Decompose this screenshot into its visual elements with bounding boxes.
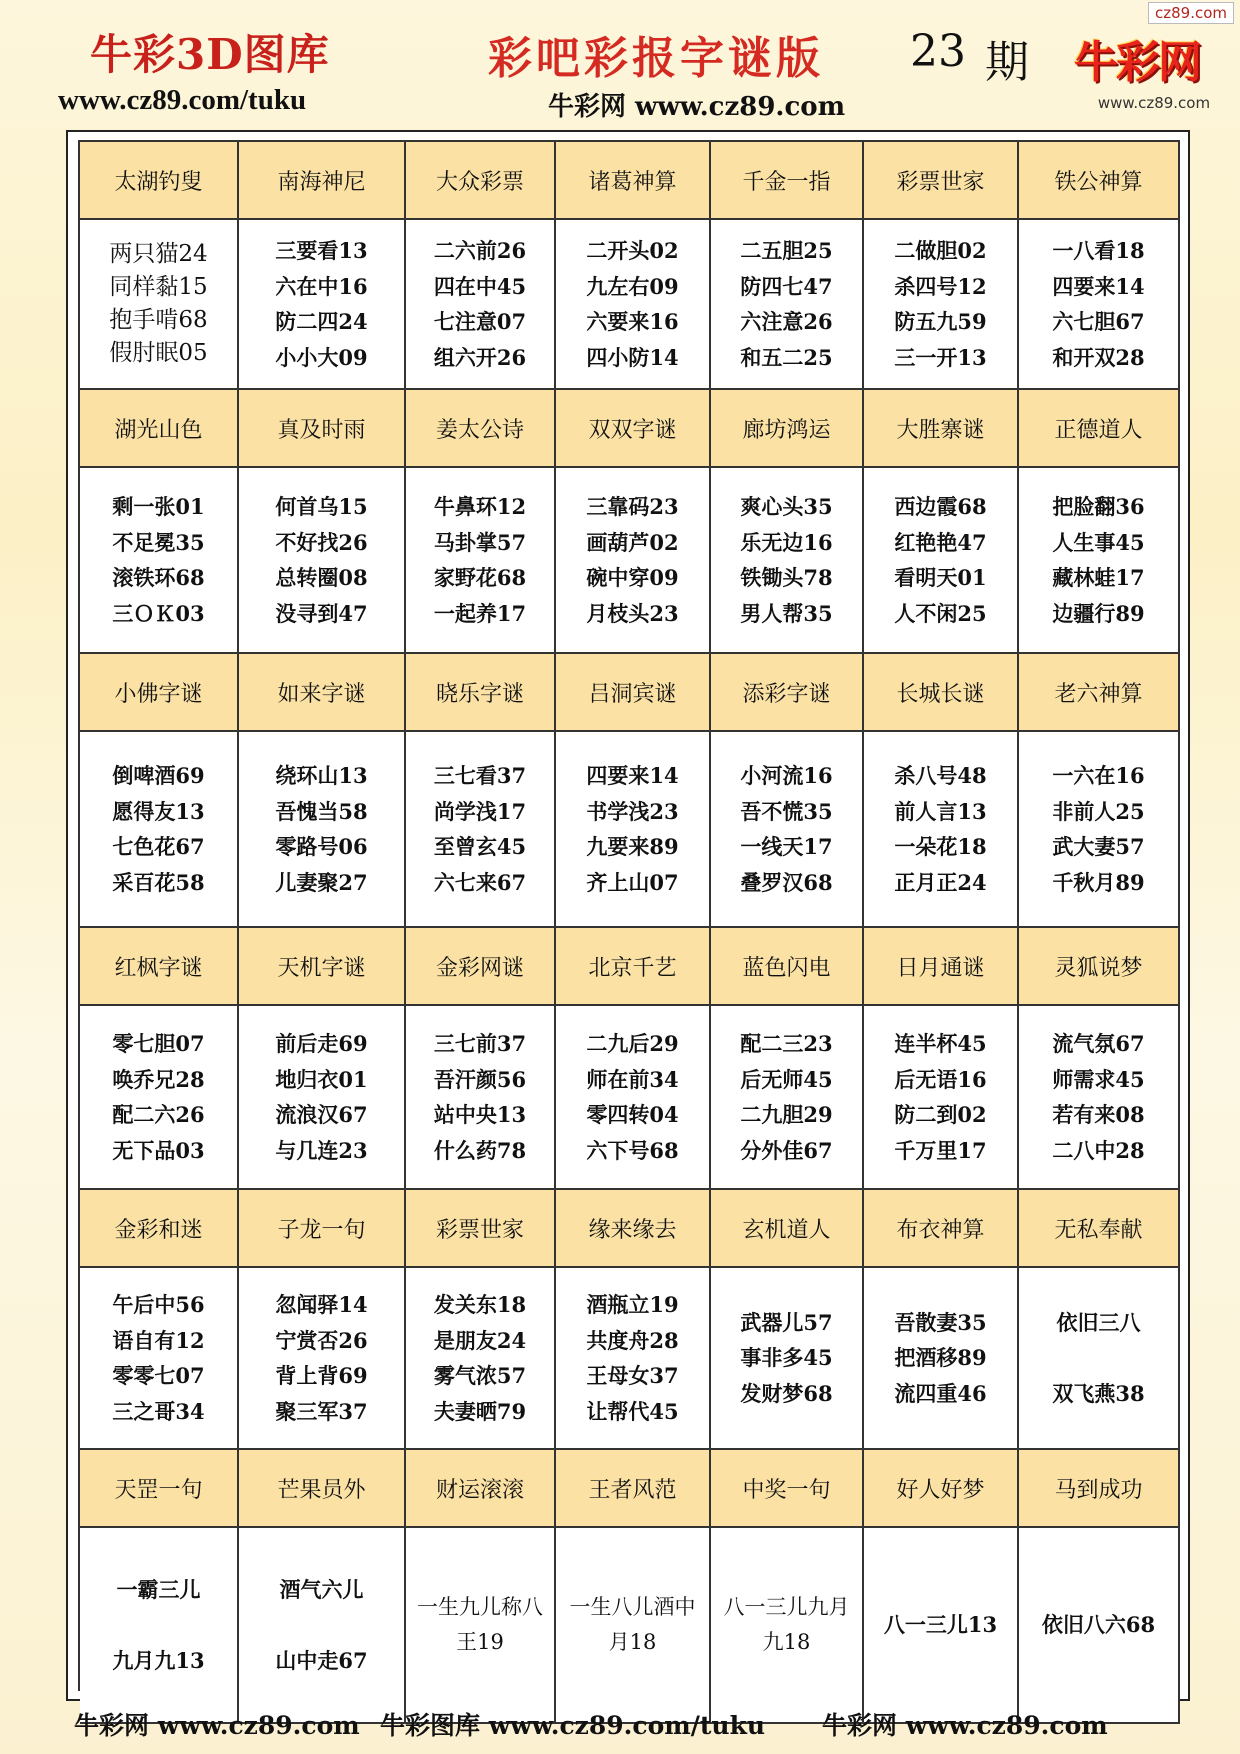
- riddle-cell: [711, 1528, 864, 1724]
- riddle-line: 正月正24: [894, 869, 987, 895]
- column-header: [864, 928, 1019, 1006]
- riddle-line: 分外佳67: [740, 1137, 833, 1163]
- riddle-line: 流气氛67: [1052, 1031, 1145, 1056]
- riddle-line: 一生九儿称八王19: [417, 1594, 543, 1654]
- footer-link-3[interactable]: 牛彩网 www.cz89.com: [822, 1711, 1108, 1740]
- riddle-line: 零四转04: [586, 1102, 679, 1127]
- column-header: [864, 390, 1019, 468]
- riddle-cell: [1019, 732, 1180, 928]
- riddle-line: 七注意07: [433, 309, 527, 334]
- riddle-line: 配二六26: [112, 1102, 205, 1127]
- riddle-line: 四小防14: [586, 344, 679, 370]
- riddle-line: 吾愧当58: [275, 798, 368, 824]
- riddle-line: 酒瓶立19: [586, 1292, 679, 1317]
- riddle-line: 小河流16: [740, 763, 833, 788]
- riddle-line: 九月九13: [112, 1647, 205, 1673]
- logo-text: 牛彩网: [1074, 37, 1200, 88]
- column-header-label: 彩票世家: [896, 169, 985, 195]
- column-header-label: 如来字谜: [277, 681, 366, 707]
- riddle-line: 边疆行89: [1052, 600, 1145, 626]
- riddle-line: 看明天01: [894, 565, 987, 590]
- riddle-line: 小小大09: [275, 344, 368, 370]
- column-header-label: 湖光山色: [114, 417, 203, 443]
- riddle-line: 四在中45: [433, 273, 527, 299]
- riddle-line: 山中走67: [275, 1647, 368, 1673]
- riddle-grid: [78, 140, 1180, 1691]
- riddle-cell: [406, 220, 556, 390]
- column-header: [406, 928, 556, 1006]
- riddle-line: 马卦掌57: [433, 529, 527, 555]
- column-header: [1019, 142, 1180, 220]
- column-header: [80, 928, 239, 1006]
- riddle-line: 假肘眠05: [109, 340, 208, 366]
- riddle-cell: [406, 1268, 556, 1450]
- column-header: [80, 390, 239, 468]
- riddle-line: 吾散妻35: [894, 1309, 987, 1335]
- riddle-line: 三之哥34: [112, 1398, 205, 1424]
- column-header-label: 大胜寨谜: [896, 417, 985, 443]
- riddle-cell: [80, 468, 239, 654]
- riddle-cell: [556, 468, 711, 654]
- riddle-line: 六在中16: [275, 273, 368, 299]
- riddle-line: 三靠码23: [586, 494, 679, 519]
- column-header-label: 晓乐字谜: [435, 681, 524, 707]
- column-header-label: 铁公神算: [1054, 169, 1143, 195]
- riddle-line: 尚学浅17: [433, 798, 527, 824]
- column-header-label: 玄机道人: [742, 1217, 831, 1243]
- riddle-cell: [239, 468, 406, 654]
- riddle-line: 二做胆02: [894, 238, 987, 263]
- riddle-cell: [711, 468, 864, 654]
- riddle-line: 前人言13: [894, 798, 987, 824]
- page-title: 彩吧彩报字谜版: [488, 33, 824, 84]
- riddle-line: 西边霞68: [894, 494, 987, 519]
- column-header-label: 姜太公诗: [435, 417, 524, 443]
- riddle-line: 流四重46: [894, 1380, 987, 1406]
- riddle-line: 八一三儿13: [883, 1612, 998, 1638]
- riddle-cell: [406, 1528, 556, 1724]
- column-header: [556, 654, 711, 732]
- riddle-line: 是朋友24: [433, 1327, 527, 1353]
- column-header-label: 缘来缘去: [588, 1217, 677, 1243]
- riddle-line: 九要来89: [586, 834, 679, 859]
- riddle-line: 二六前26: [433, 238, 527, 263]
- riddle-cell: [80, 1006, 239, 1190]
- column-header: [556, 390, 711, 468]
- column-header: [406, 390, 556, 468]
- riddle-line: 一霸三儿: [116, 1577, 201, 1602]
- column-header-label: 真及时雨: [277, 417, 366, 443]
- column-header: [80, 1190, 239, 1268]
- riddle-line: 把脸翻36: [1052, 494, 1145, 519]
- riddle-line: 地归衣01: [275, 1066, 368, 1092]
- column-header: [1019, 390, 1180, 468]
- riddle-line: 月枝头23: [586, 600, 679, 626]
- column-header-label: 小佛字谜: [114, 681, 203, 707]
- column-header-label: 南海神尼: [277, 169, 366, 195]
- column-header: [80, 142, 239, 220]
- corner-url-badge: cz89.com: [1148, 2, 1234, 24]
- riddle-line: 六七来67: [433, 869, 527, 895]
- riddle-line: 齐上山07: [586, 869, 679, 895]
- riddle-cell: [1019, 220, 1180, 390]
- riddle-line: 后无语16: [894, 1066, 987, 1092]
- riddle-line: 吾不慌35: [740, 798, 833, 824]
- column-header-label: 廊坊鸿运: [742, 417, 831, 443]
- riddle-cell: [80, 220, 239, 390]
- riddle-line: 愿得友13: [112, 798, 205, 824]
- column-header-label: 千金一指: [742, 169, 831, 195]
- riddle-cell: [239, 732, 406, 928]
- column-header-label: 老六神算: [1054, 681, 1143, 707]
- column-header: [406, 654, 556, 732]
- riddle-line: 爽心头35: [740, 494, 833, 519]
- riddle-line: 前后走69: [275, 1031, 368, 1056]
- column-header: [239, 928, 406, 1006]
- riddle-table: [66, 130, 1190, 1701]
- brand-logo: [1062, 18, 1212, 118]
- riddle-line: 杀四号12: [894, 273, 987, 299]
- riddle-cell: [556, 220, 711, 390]
- column-header: [239, 1190, 406, 1268]
- riddle-cell: [406, 1006, 556, 1190]
- riddle-cell: [1019, 1006, 1180, 1190]
- column-header: [556, 1190, 711, 1268]
- column-header: [239, 142, 406, 220]
- riddle-line: 防二到02: [894, 1102, 987, 1127]
- riddle-line: 三ＯＫ03: [112, 600, 205, 626]
- riddle-line: 若有来08: [1052, 1102, 1145, 1127]
- riddle-line: 防二四24: [275, 309, 368, 334]
- riddle-line: 千万里17: [894, 1137, 987, 1163]
- riddle-cell: [1019, 1268, 1180, 1450]
- riddle-line: 和开双28: [1052, 344, 1145, 370]
- column-header-label: 大众彩票: [435, 169, 524, 195]
- riddle-line: 连半杯45: [894, 1031, 987, 1056]
- riddle-line: 书学浅23: [586, 798, 679, 824]
- riddle-line: 至曾玄45: [433, 834, 527, 859]
- riddle-line: 何首乌15: [275, 494, 368, 519]
- site-title: 牛彩3D图库: [90, 30, 330, 79]
- riddle-line: 男人帮35: [740, 600, 833, 626]
- column-header: [711, 1450, 864, 1528]
- column-header-label: 吕洞宾谜: [588, 681, 677, 707]
- column-header: [80, 1450, 239, 1528]
- column-header-label: 北京千艺: [588, 955, 677, 981]
- riddle-line: 千秋月89: [1052, 869, 1145, 895]
- riddle-line: 唤乔兄28: [112, 1066, 205, 1092]
- column-header-label: 太湖钓叟: [114, 169, 203, 195]
- riddle-line: 同样黏15: [109, 274, 208, 300]
- riddle-line: 零零七07: [112, 1363, 205, 1388]
- column-header: [864, 654, 1019, 732]
- riddle-cell: [406, 732, 556, 928]
- riddle-line: 倒啤酒69: [112, 763, 205, 788]
- footer: [0, 1706, 1240, 1746]
- riddle-cell: [864, 1006, 1019, 1190]
- column-header-label: 好人好梦: [896, 1477, 985, 1503]
- column-header-label: 子龙一句: [277, 1217, 366, 1243]
- riddle-cell: [1019, 468, 1180, 654]
- riddle-line: 一线天17: [740, 834, 833, 859]
- column-header-label: 添彩字谜: [742, 681, 831, 707]
- riddle-line: 乐无边16: [740, 529, 833, 555]
- column-header-label: 财运滚滚: [435, 1477, 524, 1503]
- riddle-cell: [864, 468, 1019, 654]
- riddle-cell: [711, 220, 864, 390]
- riddle-line: 二五胆25: [740, 238, 833, 263]
- riddle-cell: [864, 1528, 1019, 1724]
- column-header-label: 灵狐说梦: [1054, 955, 1143, 981]
- riddle-line: 剩一张01: [112, 494, 205, 519]
- riddle-line: 六注意26: [740, 309, 833, 334]
- riddle-line: 三要看13: [275, 238, 368, 263]
- riddle-line: 没寻到47: [275, 600, 368, 626]
- riddle-line: 忽闻驿14: [275, 1292, 368, 1317]
- riddle-line: 师需求45: [1052, 1066, 1145, 1092]
- riddle-cell: [556, 1006, 711, 1190]
- issue-number: 23: [910, 26, 966, 77]
- column-header-label: 无私奉献: [1054, 1217, 1143, 1243]
- riddle-line: 绕环山13: [275, 763, 368, 788]
- column-header: [406, 1190, 556, 1268]
- column-header-label: 王者风范: [588, 1477, 677, 1503]
- column-header: [239, 1450, 406, 1528]
- riddle-line: 二八中28: [1052, 1137, 1145, 1163]
- riddle-line: 牛鼻环12: [433, 494, 527, 519]
- riddle-line: 背上背69: [275, 1363, 368, 1388]
- riddle-line: 一八看18: [1052, 238, 1145, 263]
- riddle-line: 非前人25: [1052, 798, 1145, 824]
- riddle-cell: [556, 1528, 711, 1724]
- riddle-line: 抱手啃68: [109, 307, 208, 333]
- riddle-line: 双飞燕38: [1052, 1380, 1145, 1406]
- riddle-line: 共度舟28: [586, 1327, 679, 1353]
- column-header: [864, 1190, 1019, 1268]
- riddle-line: 叠罗汉68: [740, 869, 833, 895]
- riddle-cell: [711, 1006, 864, 1190]
- riddle-line: 依旧八六68: [1041, 1612, 1156, 1638]
- column-header-label: 金彩网谜: [435, 955, 524, 981]
- riddle-line: 站中央13: [433, 1102, 527, 1127]
- column-header: [864, 1450, 1019, 1528]
- column-header: [406, 142, 556, 220]
- riddle-line: 不足冕35: [112, 529, 205, 555]
- riddle-line: 三一开13: [894, 344, 987, 370]
- riddle-line: 杀八号48: [894, 763, 987, 788]
- riddle-cell: [406, 468, 556, 654]
- riddle-line: 组六开26: [433, 344, 527, 370]
- riddle-cell: [864, 732, 1019, 928]
- riddle-line: 六下号68: [586, 1137, 679, 1163]
- riddle-line: 红艳艳47: [894, 529, 987, 555]
- column-header-label: 红枫字谜: [114, 955, 203, 981]
- column-header: [1019, 654, 1180, 732]
- riddle-line: 事非多45: [740, 1345, 833, 1371]
- riddle-line: 无下品03: [112, 1137, 205, 1163]
- footer-link-1[interactable]: 牛彩网 www.cz89.com: [74, 1711, 360, 1740]
- riddle-line: 儿妻聚27: [275, 869, 368, 895]
- riddle-line: 武器儿57: [740, 1309, 833, 1335]
- column-header: [556, 142, 711, 220]
- riddle-cell: [864, 1268, 1019, 1450]
- column-header-label: 天机字谜: [277, 955, 366, 981]
- column-header: [80, 654, 239, 732]
- riddle-line: 武大妻57: [1052, 834, 1145, 859]
- riddle-line: 采百花58: [112, 869, 205, 895]
- column-header: [711, 390, 864, 468]
- column-header-label: 天罡一句: [114, 1477, 203, 1503]
- riddle-line: 配二三23: [740, 1031, 833, 1056]
- riddle-line: 三七看37: [433, 763, 527, 788]
- riddle-line: 二九胆29: [740, 1102, 833, 1127]
- riddle-line: 午后中56: [112, 1292, 205, 1317]
- riddle-cell: [711, 1268, 864, 1450]
- column-header-label: 金彩和迷: [114, 1217, 203, 1243]
- riddle-line: 四要来14: [586, 763, 679, 788]
- riddle-line: 八一三儿九月九18: [723, 1594, 850, 1654]
- riddle-line: 六要来16: [586, 309, 679, 334]
- riddle-line: 聚三军37: [275, 1398, 368, 1424]
- column-header-label: 芒果员外: [277, 1477, 366, 1503]
- column-header: [711, 142, 864, 220]
- riddle-line: 两只猫24: [109, 241, 208, 267]
- riddle-line: 流浪汉67: [275, 1102, 368, 1127]
- riddle-line: 一起养17: [433, 600, 527, 626]
- riddle-line: 一朵花18: [894, 834, 987, 859]
- riddle-line: 吾汗颜56: [433, 1066, 527, 1092]
- riddle-line: 人生事45: [1052, 529, 1145, 555]
- column-header: [1019, 1190, 1180, 1268]
- header-url[interactable]: 牛彩网 www.cz89.com: [548, 92, 846, 122]
- riddle-line: 和五二25: [740, 344, 833, 370]
- riddle-line: 零七胆07: [112, 1031, 205, 1056]
- column-header-label: 双双字谜: [588, 417, 677, 443]
- site-url[interactable]: www.cz89.com/tuku: [58, 84, 307, 116]
- riddle-line: 依旧三八: [1056, 1310, 1141, 1335]
- riddle-line: 家野花68: [433, 565, 527, 590]
- column-header: [1019, 928, 1180, 1006]
- column-header: [1019, 1450, 1180, 1528]
- riddle-line: 总转圈08: [275, 565, 368, 590]
- riddle-line: 三七前37: [433, 1031, 527, 1056]
- riddle-line: 七色花67: [112, 834, 205, 859]
- column-header: [239, 654, 406, 732]
- column-header-label: 马到成功: [1054, 1477, 1143, 1503]
- column-header-label: 诸葛神算: [588, 169, 677, 195]
- column-header: [239, 390, 406, 468]
- riddle-cell: [556, 732, 711, 928]
- riddle-line: 发关东18: [433, 1292, 527, 1317]
- riddle-line: 碗中穿09: [586, 565, 679, 590]
- riddle-cell: [239, 1528, 406, 1724]
- riddle-line: 零路号06: [275, 834, 368, 859]
- riddle-line: 二开头02: [586, 238, 679, 263]
- riddle-line: 师在前34: [586, 1066, 679, 1092]
- riddle-line: 让帮代45: [586, 1398, 679, 1424]
- riddle-line: 六七胆67: [1052, 309, 1145, 334]
- column-header: [406, 1450, 556, 1528]
- riddle-cell: [80, 1528, 239, 1724]
- column-header-label: 长城长谜: [896, 681, 985, 707]
- riddle-line: 四要来14: [1052, 273, 1145, 299]
- riddle-line: 后无师45: [740, 1066, 833, 1092]
- riddle-line: 防五九59: [894, 309, 987, 334]
- riddle-cell: [80, 1268, 239, 1450]
- riddle-cell: [864, 220, 1019, 390]
- column-header: [711, 928, 864, 1006]
- column-header: [556, 1450, 711, 1528]
- riddle-line: 铁锄头78: [740, 565, 833, 590]
- riddle-line: 一生八儿酒中月18: [569, 1594, 696, 1654]
- footer-link-2[interactable]: 牛彩图库 www.cz89.com/tuku: [380, 1711, 766, 1740]
- riddle-line: 与几连23: [275, 1137, 368, 1163]
- logo-url: www.cz89.com: [1097, 94, 1211, 112]
- riddle-line: 防四七47: [740, 273, 833, 299]
- column-header: [711, 1190, 864, 1268]
- riddle-cell: [239, 1006, 406, 1190]
- riddle-line: 一六在16: [1052, 763, 1145, 788]
- column-header-label: 中奖一句: [742, 1477, 831, 1503]
- riddle-line: 宁赏否26: [275, 1327, 368, 1353]
- column-header: [711, 654, 864, 732]
- column-header-label: 正德道人: [1054, 417, 1143, 443]
- riddle-line: 语自有12: [112, 1327, 205, 1353]
- riddle-cell: [80, 732, 239, 928]
- issue-unit: 期: [985, 37, 1029, 88]
- column-header-label: 彩票世家: [435, 1217, 524, 1243]
- riddle-line: 藏林蛙17: [1052, 565, 1145, 590]
- column-header-label: 日月通谜: [896, 955, 985, 981]
- riddle-line: 酒气六儿: [279, 1577, 364, 1602]
- riddle-line: 画葫芦02: [586, 529, 679, 555]
- column-header: [864, 142, 1019, 220]
- riddle-cell: [239, 1268, 406, 1450]
- riddle-line: 二九后29: [586, 1031, 679, 1056]
- riddle-line: 把酒移89: [894, 1345, 987, 1371]
- riddle-cell: [556, 1268, 711, 1450]
- riddle-line: 雾气浓57: [433, 1363, 527, 1388]
- riddle-cell: [711, 732, 864, 928]
- riddle-line: 发财梦68: [740, 1380, 833, 1406]
- column-header-label: 布衣神算: [896, 1217, 985, 1243]
- riddle-cell: [239, 220, 406, 390]
- riddle-line: 什么药78: [433, 1137, 527, 1163]
- riddle-cell: [1019, 1528, 1180, 1724]
- column-header-label: 蓝色闪电: [742, 955, 831, 981]
- riddle-line: 不好找26: [275, 529, 368, 555]
- riddle-line: 九左右09: [586, 273, 679, 299]
- riddle-line: 人不闲25: [894, 600, 987, 626]
- column-header: [556, 928, 711, 1006]
- riddle-line: 夫妻晒79: [433, 1398, 527, 1424]
- riddle-line: 王母女37: [586, 1363, 679, 1388]
- riddle-line: 滚铁环68: [112, 565, 205, 590]
